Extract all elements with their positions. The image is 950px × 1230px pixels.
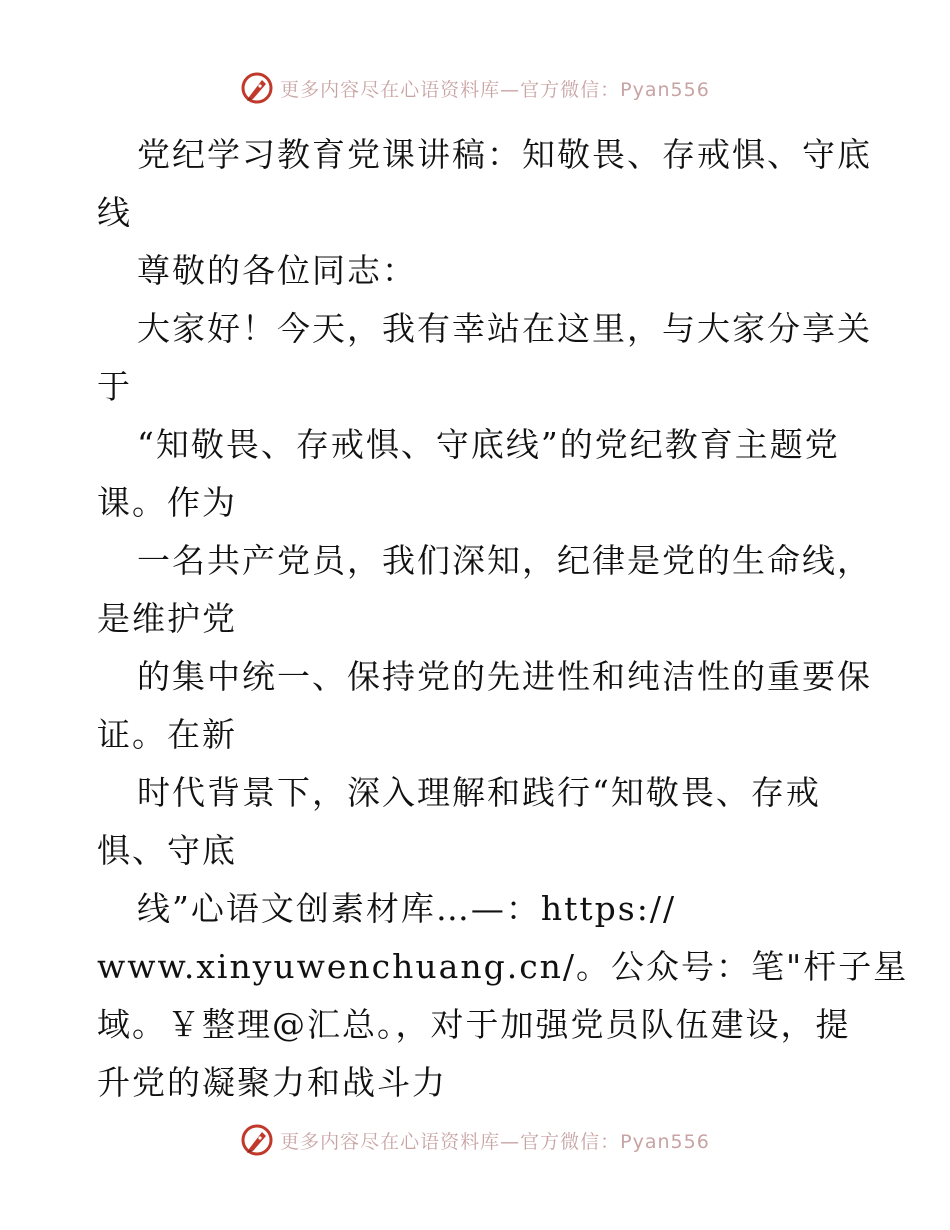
fountain-pen-logo-icon [240,1123,274,1157]
text-line: 课。作为 [97,483,237,522]
text-line: 升党的凝聚力和战斗力 [97,1063,447,1102]
header-watermark [0,68,950,108]
text-line: www.xinyuwenchuang.cn/。公众号：笔"杆子星 [97,947,909,986]
text-line: “知敬畏、存戒惧、守底线”的党纪教育主题党 [137,425,840,464]
document-body [97,126,909,1112]
text-line: 党纪学习教育党课讲稿：知敬畏、存戒惧、守底 [137,135,872,174]
text-line: 于 [97,367,132,406]
text-line: 时代背景下，深入理解和践行“知敬畏、存戒 [137,773,821,812]
fountain-pen-logo-icon [240,71,274,105]
text-line: 的集中统一、保持党的先进性和纯洁性的重要保 [137,657,872,696]
text-line: 线”心语文创素材库…—：https:// [137,889,677,928]
text-line: 是维护党 [97,599,237,638]
footer-watermark [0,1120,950,1160]
watermark-text: 更多内容尽在心语资料库—官方微信：Pyan556 [280,78,710,101]
text-line: 线 [97,193,132,232]
text-line: 证。在新 [97,715,237,754]
text-line: 大家好！今天，我有幸站在这里，与大家分享关 [137,309,872,348]
text-line: 惧、守底 [97,831,237,870]
text-line: 尊敬的各位同志： [137,251,417,290]
text-line: 一名共产党员，我们深知，纪律是党的生命线， [137,541,872,580]
text-line: 域。￥整理@汇总。，对于加强党员队伍建设，提 [97,1005,851,1044]
watermark-text: 更多内容尽在心语资料库—官方微信：Pyan556 [280,1130,710,1153]
